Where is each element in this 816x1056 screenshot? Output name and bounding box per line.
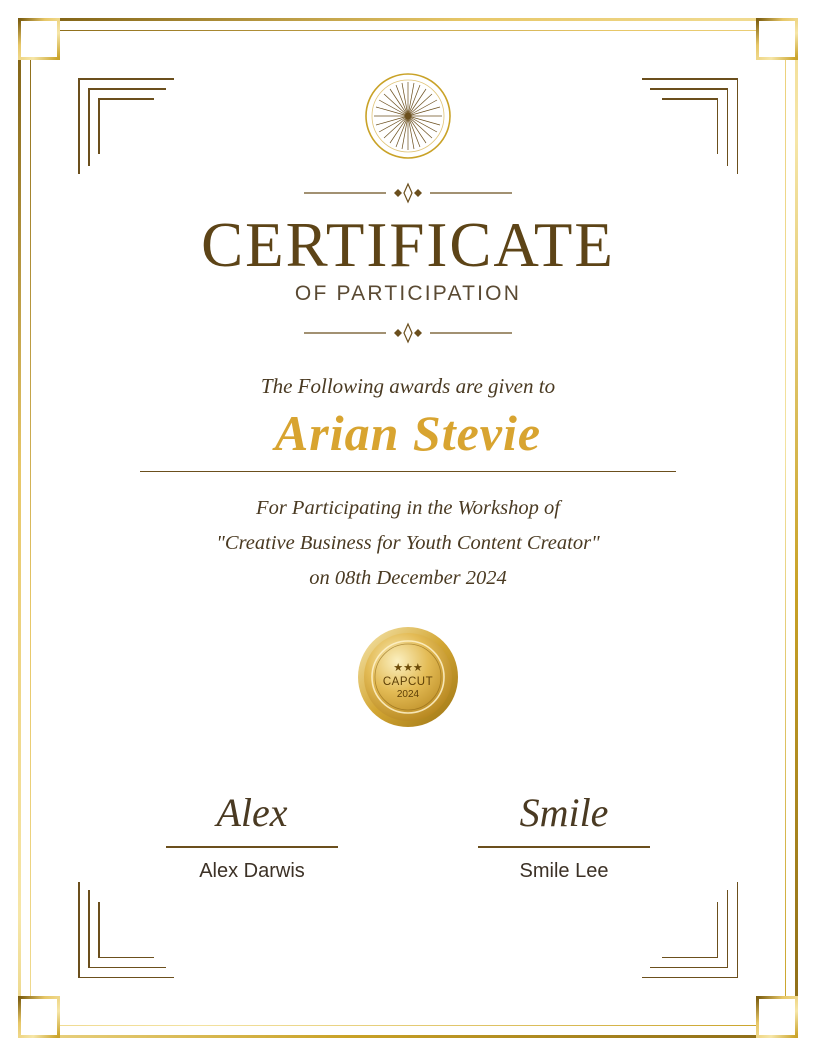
seal-year-text: 2024 (396, 688, 420, 700)
svg-text:★★★: ★★★ (393, 661, 423, 674)
ornament-divider-bottom (298, 322, 518, 344)
signature-script-2: Smile (519, 790, 609, 835)
sunburst-icon (364, 72, 452, 160)
description-line-1: For Participating in the Workshop of (256, 497, 560, 520)
corner-square-top-left (18, 18, 60, 60)
corner-ornament-bottom-left (78, 882, 174, 978)
page-title: CERTIFICATE (201, 210, 615, 280)
signature-area (0, 790, 816, 883)
corner-square-top-right (756, 18, 798, 60)
signature-rule-2 (478, 846, 650, 848)
awarded-to-label: The Following awards are given to (260, 374, 556, 399)
signatory-name-1: Alex Darwis (199, 859, 305, 882)
corner-square-bottom-left (18, 996, 60, 1038)
signatory-name-2: Smile Lee (519, 859, 609, 882)
description-line-3: on 08th December 2024 (309, 566, 507, 589)
signature-block-1 (166, 790, 338, 883)
description-line-2: "Creative Business for Youth Content Creator" (216, 531, 600, 554)
signature-script-1: Alex (216, 790, 288, 835)
certificate-content (0, 72, 816, 729)
certificate-subtitle: OF PARTICIPATION (294, 282, 522, 306)
signature-block-2 (478, 790, 650, 883)
recipient-name: Arian Stevie (274, 405, 542, 462)
ornament-divider-top (298, 182, 518, 204)
corner-square-bottom-right (756, 996, 798, 1038)
seal-brand-text: CAPCUT (382, 675, 434, 688)
recipient-underline (140, 471, 676, 473)
corner-ornament-bottom-right (642, 882, 738, 978)
signature-rule-1 (166, 846, 338, 848)
gold-seal-badge (356, 625, 460, 729)
